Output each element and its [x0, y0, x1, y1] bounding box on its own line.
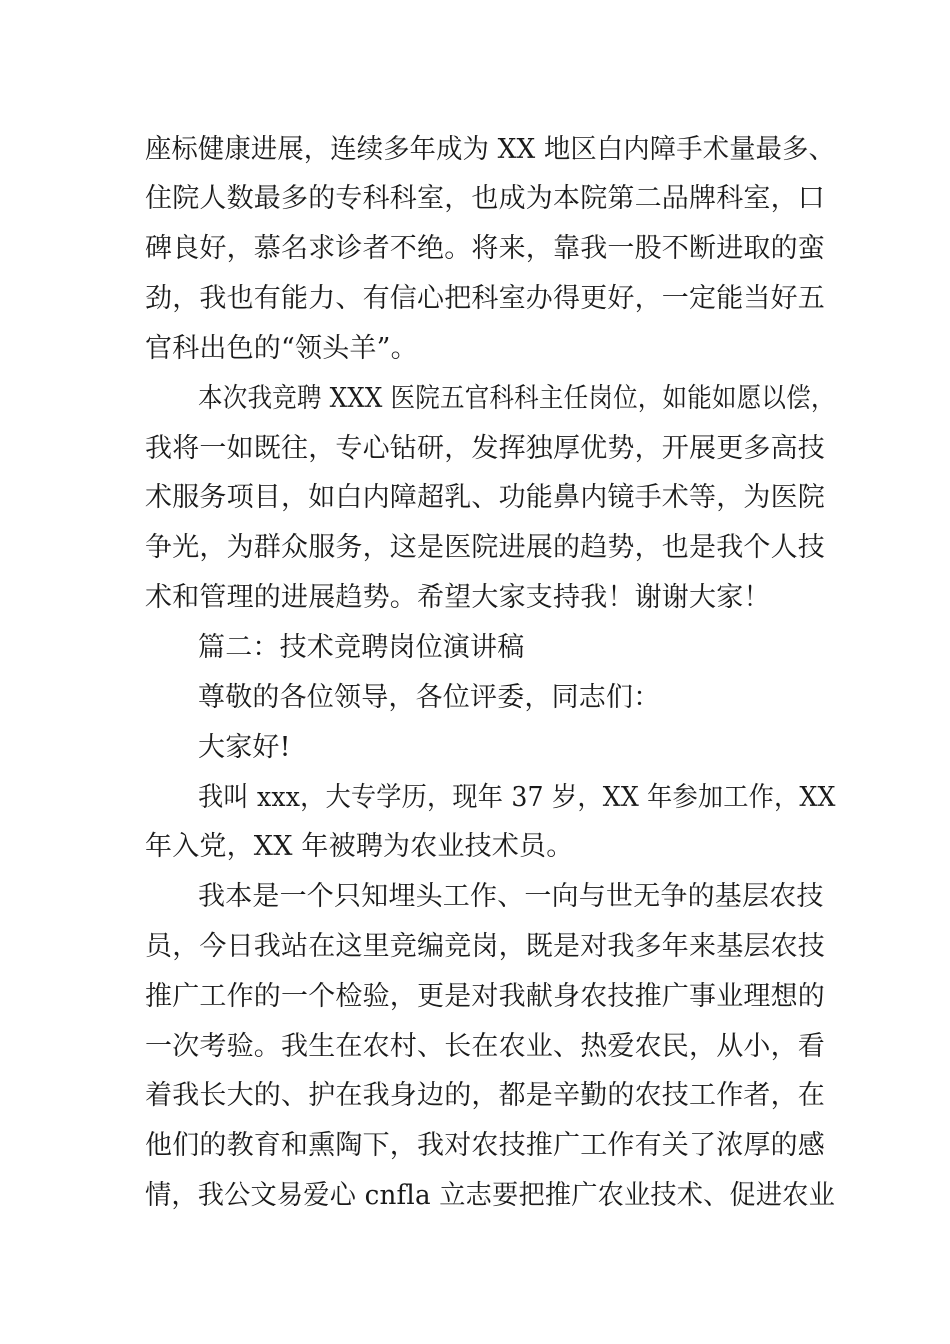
text-line: 碑良好，慕名求诊者不绝。将来，靠我一股不断进取的蛮 [145, 233, 825, 264]
text-line: 推广工作的一个检验，更是对我献身农技推广事业理想的 [145, 981, 825, 1012]
text-line: 官科出色的“领头羊”。 [145, 333, 418, 364]
paragraph-start-line: 本次我竞聘 XXX 医院五官科科主任岗位，如能如愿以偿， [198, 383, 836, 414]
paragraph-start-line: 我叫 xxx，大专学历，现年 37 岁，XX 年参加工作，XX [198, 782, 836, 813]
text-line: 术和管理的进展趋势。希望大家支持我！谢谢大家！ [145, 582, 771, 613]
text-line: 住院人数最多的专科科室，也成为本院第二品牌科室，口 [145, 183, 825, 214]
text-line: 情，我公文易爱心 cnfla 立志要把推广农业技术、促进农业 [145, 1180, 836, 1211]
text-line: 着我长大的、护在我身边的，都是辛勤的农技工作者，在 [145, 1080, 825, 1111]
greeting: 大家好! [198, 732, 291, 763]
paragraph-start-line: 我本是一个只知埋头工作、一向与世无争的基层农技 [198, 881, 824, 912]
text-line: 劲，我也有能力、有信心把科室办得更好，一定能当好五 [145, 283, 825, 314]
text-line: 年入党，XX 年被聘为农业技术员。 [145, 831, 574, 862]
text-line: 术服务项目，如白内障超乳、功能鼻内镜手术等，为医院 [145, 482, 825, 513]
text-line: 争光，为群众服务，这是医院进展的趋势，也是我个人技 [145, 532, 825, 563]
text-line: 一次考验。我生在农村、长在农业、热爱农民，从小，看 [145, 1031, 825, 1062]
text-line: 员，今日我站在这里竞编竞岗，既是对我多年来基层农技 [145, 931, 825, 962]
section-heading: 篇二：技术竞聘岗位演讲稿 [198, 632, 525, 663]
salutation: 尊敬的各位领导，各位评委，同志们： [198, 682, 661, 713]
text-line: 他们的教育和熏陶下，我对农技推广工作有关了浓厚的感 [145, 1130, 825, 1161]
text-line: 我将一如既往，专心钻研，发挥独厚优势，开展更多高技 [145, 433, 825, 464]
text-line: 座标健康进展，连续多年成为 XX 地区白内障手术量最多、 [145, 134, 836, 165]
